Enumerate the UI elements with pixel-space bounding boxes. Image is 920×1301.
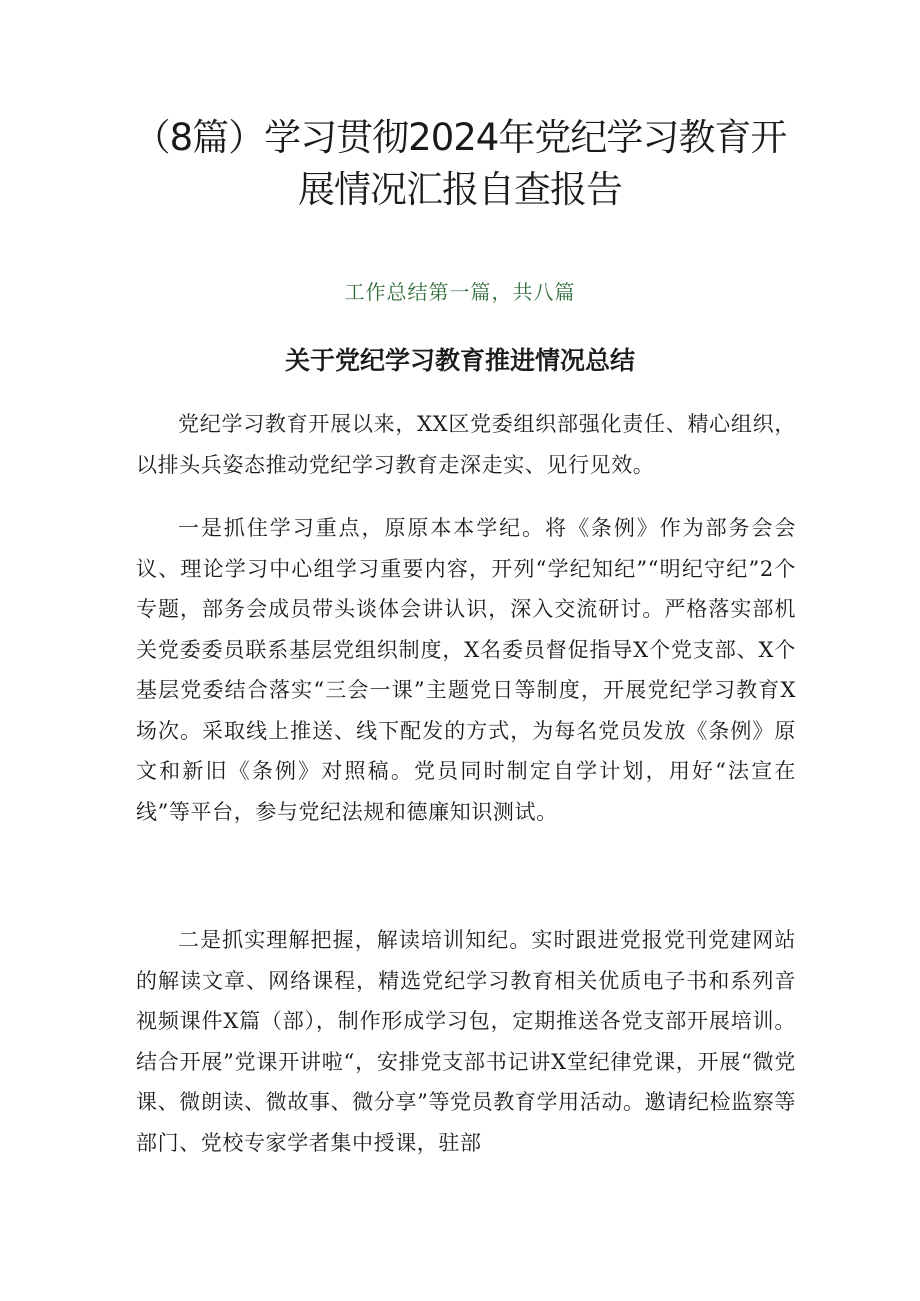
paragraph-understanding: 二是抓实理解把握，解读培训知纪。实时跟进党报党刊党建网站的解读文章、网络课程，精选党纪学习教育相关优质电子书和系列音视频课件X篇（部），制作形成学习包，定期推送各党支部开展培训。结合开展”党课开讲啦“，安排党支部书记讲X堂纪律党课，开展“微党课、微朗读、微故事、微分享”等党员教育学用活动。邀请纪检监察等部门、党校专家学者集中授课，驻部 bbox=[136, 928, 796, 1155]
document-title: （8篇）学习贯彻2024年党纪学习教育开展情况汇报自查报告 bbox=[133, 116, 787, 211]
document-subtitle: 工作总结第一篇，共八篇 bbox=[344, 280, 576, 304]
section-heading: 关于党纪学习教育推进情况总结 bbox=[284, 346, 635, 375]
paragraph-intro: 党纪学习教育开展以来，XX区党委组织部强化责任、精心组织，以排头兵姿态推动党纪学习教育走深走实、见行见效。 bbox=[136, 412, 796, 477]
paragraph-study-focus: 一是抓住学习重点，原原本本学纪。将《条例》作为部务会会议、理论学习中心组学习重要内容，开列“学纪知纪”“明纪守纪”2个专题，部务会成员带头谈体会讲认识，深入交流研讨。严格落实部机关党委委员联系基层党组织制度，X名委员督促指导X个党支部、X个基层党委结合落实“三会一课”主题党日等制度，开展党纪学习教育X场次。采取线上推送、线下配发的方式，为每名党员发放《条例》原文和新旧《条例》对照稿。党员同时制定自学计划，用好“法宣在线”等平台，参与党纪法规和德廉知识测试。 bbox=[136, 516, 796, 824]
